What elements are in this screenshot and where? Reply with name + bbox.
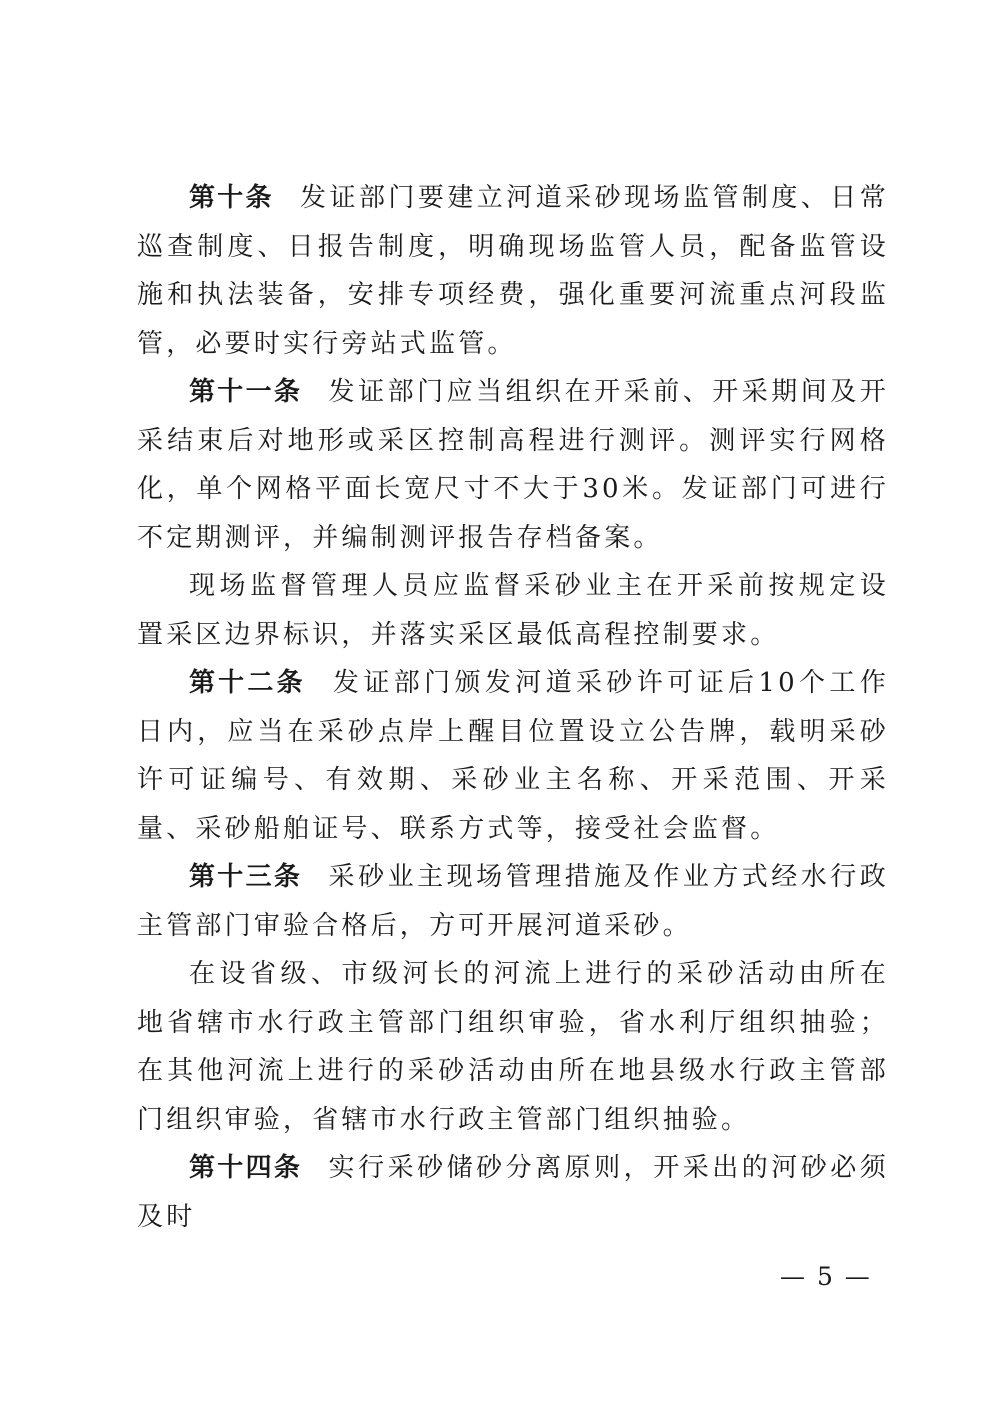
article-11-paragraph-2 (137, 562, 889, 659)
article-label: 第十四条 (189, 1153, 303, 1183)
paragraph-text: 现场监督管理人员应监督采砂业主在开采前按规定设置采区边界标识，并落实采区最低高程控制要求。 (137, 571, 889, 650)
article-text: 采砂业主现场管理措施及作业方式经水行政主管部门审验合格后，方可开展河道采砂。 (137, 862, 889, 941)
document-body (137, 174, 889, 1241)
article-14 (137, 1144, 889, 1241)
article-12 (137, 659, 889, 853)
article-label: 第十一条 (189, 377, 303, 407)
paragraph-text: 在设省级、市级河长的河流上进行的采砂活动由所在地省辖市水行政主管部门组织审验，省水利厅组织抽验；在其他河流上进行的采砂活动由所在地县级水行政主管部门组织审验，省辖市水行政主管部门组织抽验。 (137, 959, 889, 1135)
article-label: 第十二条 (189, 668, 306, 698)
article-13-paragraph-2 (137, 950, 889, 1144)
article-text: 实行采砂储砂分离原则，开采出的河砂必须及时 (137, 1153, 889, 1232)
article-13 (137, 853, 889, 950)
article-10 (137, 174, 889, 368)
article-11 (137, 368, 889, 562)
article-label: 第十三条 (189, 862, 303, 892)
article-text: 发证部门颁发河道采砂许可证后10个工作日内，应当在采砂点岸上醒目位置设立公告牌，载明采砂许可证编号、有效期、采砂业主名称、开采范围、开采量、采砂船舶证号、联系方式等，接受社会监督。 (137, 668, 889, 844)
article-text: 发证部门要建立河道采砂现场监管制度、日常巡查制度、日报告制度，明确现场监管人员，配备监管设施和执法装备，安排专项经费，强化重要河流重点河段监管，必要时实行旁站式监管。 (137, 183, 889, 359)
page-number: — 5 — (780, 1262, 872, 1291)
article-label: 第十条 (189, 183, 274, 213)
article-text: 发证部门应当组织在开采前、开采期间及开采结束后对地形或采区控制高程进行测评。测评实行网格化，单个网格平面长宽尺寸不大于30米。发证部门可进行不定期测评，并编制测评报告存档备案。 (137, 377, 889, 553)
